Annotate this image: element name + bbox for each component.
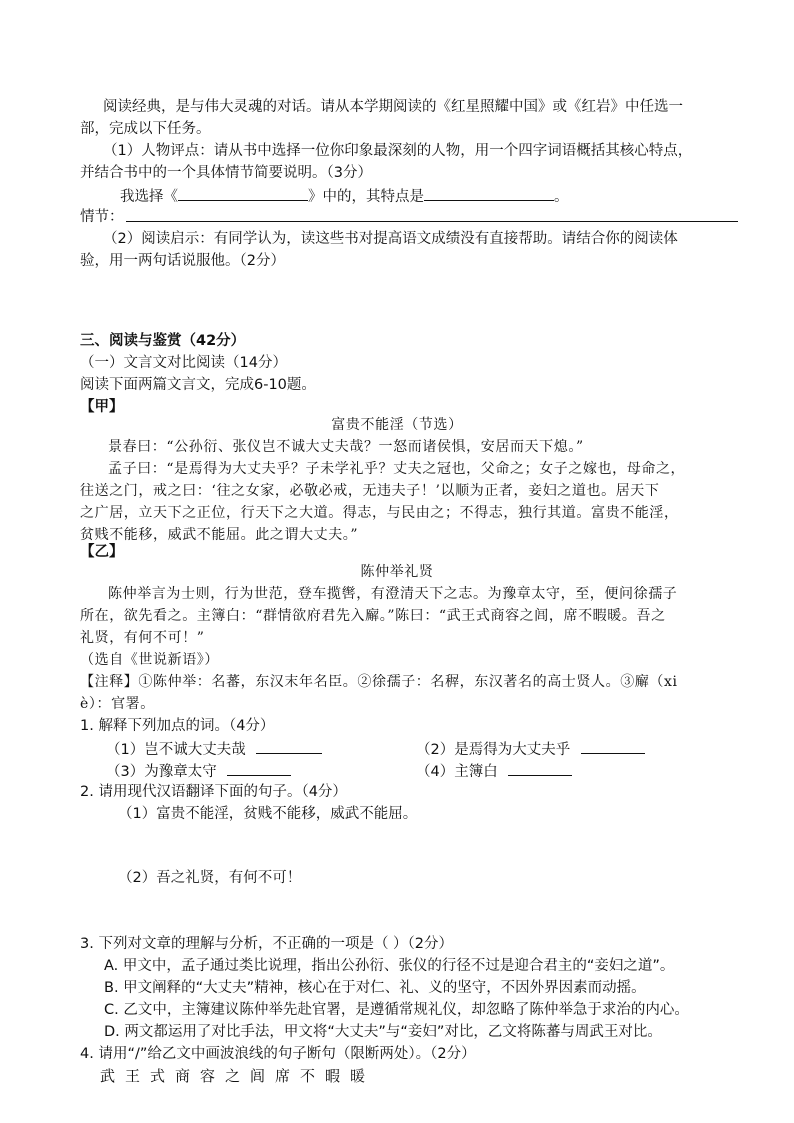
jia-label: 【甲】 (80, 399, 124, 415)
q3-option-d: D. 两文都运用了对比手法，甲文将“大丈夫”与“妾妇”对比，乙文将陈蕃与周武王对比。 (104, 1024, 662, 1040)
section-instruction: 阅读下面两篇文言文，完成6-10题。 (80, 377, 316, 393)
book-blank[interactable] (178, 185, 308, 201)
q1-item-2-text: （2）是焉得为大丈夫乎 (416, 742, 571, 758)
fill-end: 。 (554, 189, 569, 205)
q1-item-1-blank[interactable] (256, 738, 322, 754)
intro-line-2: 部，完成以下任务。 (80, 121, 211, 137)
plot-label: 情节： (80, 209, 124, 225)
q3-option-c: C. 乙文中，主簿建议陈仲举先赴官署，是遵循常规礼仪，却忽略了陈仲举急于求治的内心。 (104, 1002, 689, 1018)
fill-in-line (120, 185, 569, 207)
q1-item-4-blank[interactable] (508, 760, 572, 776)
q3-option-a: A. 甲文中，孟子通过类比说理，指出公孙衍、张仪的行径不过是迎合君主的“妾妇之道”。 (104, 958, 675, 974)
task1-line-1: （1）人物评点：请从书中选择一位你印象最深刻的人物，用一个四字词语概括其核心特点， (103, 143, 693, 159)
task2-line-2: 验，用一两句话说服他。（2分） (80, 253, 285, 269)
annotation-line-2: è）：官署。 (80, 696, 155, 712)
trait-blank[interactable] (424, 185, 554, 201)
jia-paragraph-1: 景春曰：“公孙衍、张仪岂不诚大丈夫哉？一怒而诸侯惧，安居而天下熄。” (108, 439, 584, 455)
jia-title: 富贵不能淫（节选） (331, 417, 463, 433)
yi-paragraph-line-1: 陈仲举言为士则，行为世范，登车揽辔，有澄清天下之志。为豫章太守，至，便问徐孺子 (108, 586, 678, 602)
question-4: 4. 请用“/”给乙文中画波浪线的句子断句（限断两处）。（2分） (80, 1046, 476, 1062)
subsection-heading: （一）文言文对比阅读（14分） (80, 355, 287, 371)
yi-paragraph-line-3: 礼贤，有何不可！” (80, 630, 205, 646)
question-2: 2. 请用现代汉语翻译下面的句子。（4分） (80, 784, 347, 800)
q1-item-1-text: （1）岂不诚大丈夫哉 (106, 742, 246, 758)
task2-line-1: （2）阅读启示：有同学认为，读这些书对提高语文成绩没有直接帮助。请结合你的阅读体 (103, 231, 678, 247)
jia-paragraph-2-line-2: 往送之门，戒之曰：‘往之女家，必敬必戒，无违夫子！’以顺为正者，妾妇之道也。居天下 (80, 483, 660, 499)
q1-item-2 (416, 738, 645, 760)
q1-item-3-text: （3）为豫章太守 (106, 764, 217, 780)
q2-item-1: （1）富贵不能淫，贫贱不能移，威武不能屈。 (118, 806, 418, 822)
q4-sentence: 武王式商容之闾席不暇暖 (100, 1067, 376, 1085)
source-citation: （选自《世说新语》） (80, 652, 219, 668)
annotation-line-1: 【注释】①陈仲举：名蕃，东汉末年名臣。②徐孺子：名稺，东汉著名的高士贤人。③廨（xi (80, 674, 678, 690)
question-1: 1. 解释下列加点的词。（4分） (80, 718, 275, 734)
yi-title: 陈仲举礼贤 (360, 564, 434, 580)
section-heading: 三、阅读与鉴赏（42分） (80, 333, 246, 349)
q1-item-2-blank[interactable] (581, 738, 645, 754)
q1-item-3-blank[interactable] (227, 760, 291, 776)
jia-paragraph-2-line-3: 之广居，立天下之正位，行天下之大道。得志，与民由之；不得志，独行其道。富贵不能淫， (80, 505, 679, 521)
question-3: 3. 下列对文章的理解与分析，不正确的一项是（ ）（2分） (80, 936, 454, 952)
q1-item-1 (106, 738, 322, 760)
yi-paragraph-line-2: 所在，欲先看之。主簿白：“群情欲府君先入廨。”陈曰：“武王式商容之闾，席不暇暖。吾之 (80, 608, 666, 624)
intro-line-1: 阅读经典，是与伟大灵魂的对话。请从本学期阅读的《红星照耀中国》或《红岩》中任选一 (103, 99, 683, 115)
plot-answer-line[interactable] (126, 220, 738, 222)
fill-mid: 》中的，其特点是 (308, 189, 424, 205)
q2-item-2: （2）吾之礼贤，有何不可！ (118, 870, 302, 886)
q1-item-4 (416, 760, 572, 782)
jia-paragraph-2-line-1: 孟子曰：“是焉得为大丈夫乎？子未学礼乎？丈夫之冠也，父命之；女子之嫁也，母命之， (108, 461, 686, 477)
q1-item-4-text: （4）主簿白 (416, 764, 498, 780)
task1-line-2: 并结合书中的一个具体情节简要说明。（3分） (80, 165, 372, 181)
yi-label: 【乙】 (80, 544, 124, 560)
fill-prefix: 我选择《 (120, 189, 178, 205)
q3-option-b: B. 甲文阐释的“大丈夫”精神，核心在于对仁、礼、义的坚守，不因外界因素而动摇。 (104, 980, 646, 996)
jia-paragraph-2-line-4: 贫贱不能移，威武不能屈。此之谓大丈夫。” (80, 527, 359, 543)
q1-item-3 (106, 760, 291, 782)
